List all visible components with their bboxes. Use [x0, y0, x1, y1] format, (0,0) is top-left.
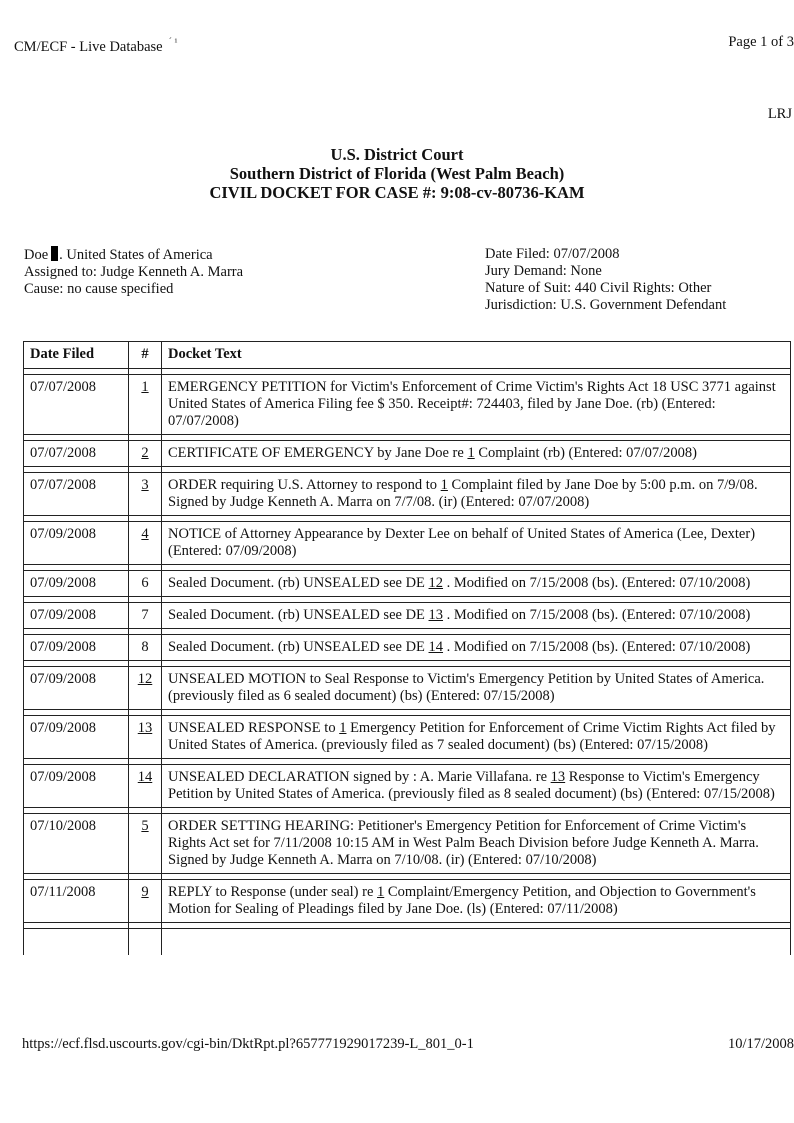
empty-cell [129, 929, 162, 955]
cell-date-filed: 07/09/2008 [24, 603, 129, 629]
docket-text: UNSEALED MOTION to Seal Response to Victim's Emergency Petition by United States of America. (previously filed as 6 sealed document) (bs) (Entered: 07/15/2008) [168, 671, 765, 704]
doc-number-link[interactable]: 2 [141, 445, 149, 461]
docket-reference-link[interactable]: 12 [428, 575, 444, 591]
docket-text-prefix: UNSEALED RESPONSE to [168, 720, 340, 736]
cell-date-filed: 07/07/2008 [24, 375, 129, 435]
page-indicator: Page 1 of 3 [728, 34, 794, 50]
empty-cell [162, 929, 791, 955]
cell-date-filed: 07/09/2008 [24, 765, 129, 808]
docket-reference-link[interactable]: 1 [339, 720, 347, 736]
case-parties-block [24, 246, 243, 298]
cell-doc-number [129, 375, 162, 435]
column-header-docket-text: Docket Text [162, 342, 791, 369]
cell-doc-number [129, 473, 162, 516]
cell-doc-number [129, 603, 162, 629]
doc-number-link[interactable]: 4 [141, 526, 149, 542]
cell-doc-number [129, 667, 162, 710]
doc-number-link[interactable]: 13 [137, 720, 153, 736]
table-row-empty [24, 929, 791, 955]
doc-number-link[interactable]: 14 [137, 769, 153, 785]
date-filed: Date Filed: 07/07/2008 [485, 246, 620, 262]
docket-text-prefix: Sealed Document. (rb) UNSEALED see DE [168, 575, 429, 591]
cell-docket-text [162, 765, 791, 808]
docket-text-prefix: REPLY to Response (under seal) re [168, 884, 378, 900]
case-number-title: CIVIL DOCKET FOR CASE #: 9:08-cv-80736-KAM [209, 183, 585, 202]
table-row [24, 814, 791, 874]
doc-number-link[interactable]: 9 [141, 884, 149, 900]
docket-text-prefix: Sealed Document. (rb) UNSEALED see DE [168, 607, 429, 623]
table-row [24, 716, 791, 759]
column-header-date: Date Filed [24, 342, 129, 369]
defendant-name: . United States of America [59, 247, 213, 263]
cell-date-filed: 07/11/2008 [24, 880, 129, 923]
cell-doc-number [129, 765, 162, 808]
docket-text: Complaint (rb) (Entered: 07/07/2008) [474, 445, 697, 461]
docket-reference-link[interactable]: 1 [440, 477, 448, 493]
doc-number-link[interactable]: 1 [141, 379, 149, 395]
cell-date-filed: 07/09/2008 [24, 716, 129, 759]
table-row [24, 441, 791, 467]
jury-demand: Jury Demand: None [485, 263, 602, 279]
app-title [14, 34, 177, 56]
case-cause: Cause: no cause specified [24, 281, 174, 297]
doc-number-link[interactable]: 3 [141, 477, 149, 493]
docket-table [23, 341, 791, 955]
cell-date-filed: 07/10/2008 [24, 814, 129, 874]
cell-doc-number [129, 635, 162, 661]
table-row [24, 765, 791, 808]
docket-text-prefix: ORDER requiring U.S. Attorney to respond to [168, 477, 441, 493]
docket-text: Complaint filed by Jane Doe by 5:00 p.m. on 7/9/08. Signed by Judge Kenneth A. Marra on 7/7/08. (ir) (Entered: 07/07/2008) [168, 477, 758, 510]
docket-text-prefix: UNSEALED DECLARATION signed by : A. Marie Villafana. re [168, 769, 551, 785]
court-header [0, 145, 794, 202]
cell-doc-number [129, 880, 162, 923]
cell-docket-text [162, 441, 791, 467]
cell-docket-text [162, 571, 791, 597]
docket-reference-link[interactable]: 14 [428, 639, 444, 655]
court-name: U.S. District Court [330, 145, 464, 164]
cell-docket-text [162, 814, 791, 874]
nature-of-suit: Nature of Suit: 440 Civil Rights: Other [485, 280, 712, 296]
table-row [24, 603, 791, 629]
docket-reference-link[interactable]: 1 [467, 445, 475, 461]
docket-text: Complaint/Emergency Petition, and Objection to Government's Motion for Sealing of Pleadings filed by Jane Doe. (ls) (Entered: 07/11/2008) [168, 884, 756, 917]
cell-docket-text [162, 880, 791, 923]
doc-number-link[interactable]: 5 [141, 818, 149, 834]
jurisdiction: Jurisdiction: U.S. Government Defendant [485, 297, 727, 313]
case-caption [24, 246, 243, 264]
cell-date-filed: 07/09/2008 [24, 571, 129, 597]
docket-text-prefix: Sealed Document. (rb) UNSEALED see DE [168, 639, 429, 655]
table-row [24, 571, 791, 597]
docket-text: Emergency Petition for Enforcement of Crime Victim Rights Act filed by United States of America. (previously filed as 7 sealed document) (bs) (Entered: 07/15/2008) [168, 720, 776, 753]
cell-date-filed: 07/07/2008 [24, 441, 129, 467]
docket-text: ORDER SETTING HEARING: Petitioner's Emergency Petition for Enforcement of Crime Victim's Rights Act set for 7/11/2008 10:15 AM in West Palm Beach Division before Judge Kenneth A. Marra. Signed by Judge Kenneth A. Marra on 7/10/08. (ir) (Entered: 07/10/2008) [168, 818, 759, 868]
cell-docket-text [162, 667, 791, 710]
docket-reference-link[interactable]: 13 [550, 769, 566, 785]
docket-text: . Modified on 7/15/2008 (bs). (Entered: 07/10/2008) [443, 607, 751, 623]
doc-number: 6 [141, 575, 149, 591]
table-row [24, 635, 791, 661]
cell-doc-number [129, 571, 162, 597]
table-header-row [24, 342, 791, 369]
docket-reference-link[interactable]: 13 [428, 607, 444, 623]
table-row [24, 375, 791, 435]
cell-doc-number [129, 716, 162, 759]
empty-cell [24, 929, 129, 955]
doc-number: 7 [141, 607, 149, 623]
scan-artifact: ´ ¹ [168, 37, 178, 48]
cell-doc-number [129, 522, 162, 565]
cell-docket-text [162, 522, 791, 565]
docket-text-prefix: CERTIFICATE OF EMERGENCY by Jane Doe re [168, 445, 468, 461]
cell-docket-text [162, 473, 791, 516]
docket-text: NOTICE of Attorney Appearance by Dexter Lee on behalf of United States of America (Lee, Dexter) (Entered: 07/09/2008) [168, 526, 756, 559]
court-district: Southern District of Florida (West Palm Beach) [229, 164, 565, 183]
cell-doc-number [129, 814, 162, 874]
docket-text: Response to Victim's Emergency Petition by United States of America. (previously filed as 8 sealed document) (bs) (Entered: 07/15/2008) [168, 769, 775, 802]
doc-number: 8 [141, 639, 149, 655]
footer-url: https://ecf.flsd.uscourts.gov/cgi-bin/DktRpt.pl?657771929017239-L_801_0-1 [22, 1036, 474, 1052]
doc-number-link[interactable]: 12 [137, 671, 153, 687]
case-details-block [485, 246, 726, 314]
cell-docket-text [162, 603, 791, 629]
plaintiff-name: Doe [24, 247, 49, 263]
docket-text: . Modified on 7/15/2008 (bs). (Entered: 07/10/2008) [443, 639, 751, 655]
assigned-judge: Assigned to: Judge Kenneth A. Marra [24, 264, 244, 280]
app-title-text: CM/ECF - Live Database [14, 38, 163, 55]
cell-docket-text [162, 635, 791, 661]
docket-text: EMERGENCY PETITION for Victim's Enforcement of Crime Victim's Rights Act 18 USC 3771 against United States of America Filing fee $ 350. Receipt#: 724403, filed by Jane Doe. (rb) (Entered: 07/07/2008) [168, 379, 776, 429]
cell-doc-number [129, 441, 162, 467]
cell-date-filed: 07/09/2008 [24, 635, 129, 661]
cell-date-filed: 07/07/2008 [24, 473, 129, 516]
docket-text: . Modified on 7/15/2008 (bs). (Entered: 07/10/2008) [443, 575, 751, 591]
reviewer-initials: LRJ [767, 106, 792, 122]
redaction-mark [51, 246, 58, 261]
cell-docket-text [162, 716, 791, 759]
cell-docket-text [162, 375, 791, 435]
table-row [24, 880, 791, 923]
cell-date-filed: 07/09/2008 [24, 667, 129, 710]
footer-print-date: 10/17/2008 [727, 1036, 794, 1052]
table-row [24, 473, 791, 516]
table-row [24, 522, 791, 565]
docket-reference-link[interactable]: 1 [377, 884, 385, 900]
column-header-number: # [129, 342, 162, 369]
table-row [24, 667, 791, 710]
cell-date-filed: 07/09/2008 [24, 522, 129, 565]
